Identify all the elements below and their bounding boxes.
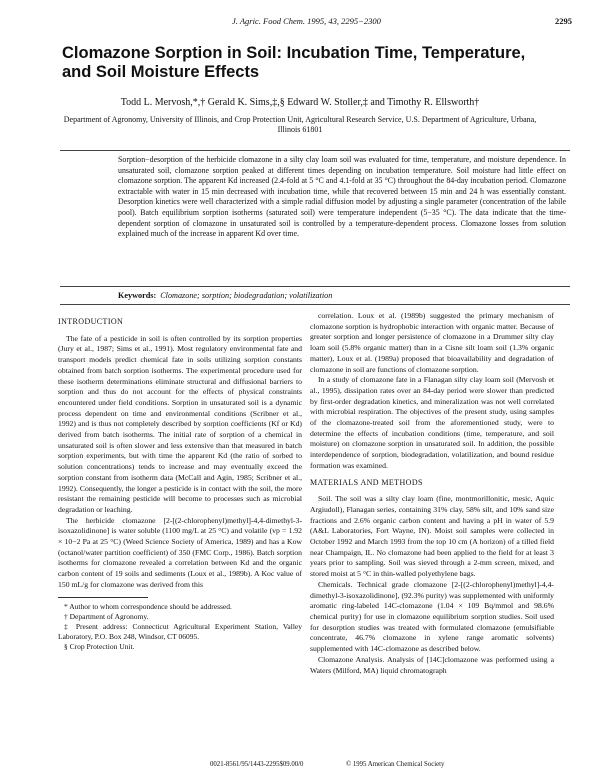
page-number: 2295: [555, 16, 572, 26]
keywords-label: Keywords:: [118, 291, 157, 300]
intro-paragraph-4: In a study of clomazone fate in a Flanagan silty clay loam soil (Mervosh et al., 1995), dissipation rates over an 84-day period were slower than predicted by first-order degradation kinetics, and mineralization was not well correlated with microbial respiration. The objectives of the present study, using samples of the clomazone-treated soil from the aforementioned study, were to determine the effects of incubation conditions (time, temperature, and soil moisture) on clomazone sorption in unsaturated soil. In addition, the possible interdependence of sorption, biodegradation, volatilization, and bound residue formation was examined.: [310, 375, 554, 470]
issn-code: 0021-8561/95/1443-2295$09.00/0: [210, 761, 304, 768]
affiliation: Department of Agronomy, University of Illinois, and Crop Protection Unit, Agricultural Research Service, U.S. Department of Agriculture, Urbana, Illinois 61801: [63, 115, 537, 134]
methods-analysis: Clomazone Analysis. Analysis of [14C]clomazone was performed using a Waters (Milford, MA) liquid chromatograph: [310, 654, 554, 675]
methods-chemicals: Chemicals. Technical grade clomazone [2-[(2-chlorophenyl)methyl]-4,4-dimethyl-3-isoxazolidinone], (92.3% purity) was supplemented with uniformly aromatic ring-labeled 14C-clomazone (1.04 × 109 Bq/mmol and 98.6% chemical purity) for use in clomazone equilibrium sorption studies. Soil used for desorption studies was treated with formulated clomazone (emulsifiable concentrate, 46.7% clomazone in xylene range aromatic solvents) supplemented with 14C-clomazone as described below.: [310, 579, 554, 654]
running-header: [0, 16, 600, 30]
article-title: Clomazone Sorption in Soil: Incubation Time, Temperature, and Soil Moisture Effects: [62, 44, 526, 81]
footnotes: [58, 602, 302, 652]
keywords-text: Clomazone; sorption; biodegradation; volatilization: [160, 291, 333, 300]
footnote-rule: [58, 597, 148, 598]
left-column: [58, 311, 302, 652]
methods-soil: Soil. The soil was a silty clay loam (fine, montmorillonitic, mesic, Aquic Argiudoll), Flanagan series, containing 31% clay, 58% silt, and 10% sand size fractions and 2.6% organic carbon content and having a pH in water of 5.9 (A&L Laboratories, Fort Wayne, IN). Moist soil samples were collected in October 1992 and March 1993 from the top 10 cm (A horizon) of a tilled field near Champaign, IL. No clomazone had been applied to the field for at least 3 years prior to sampling. Soil was sieved through a 2-mm screen, mixed, and stored moist at 5 °C in thin-walled polyethylene bags.: [310, 494, 554, 579]
footnote-correspondence: * Author to whom correspondence should be addressed.: [64, 601, 232, 611]
intro-paragraph-3: correlation. Loux et al. (1989b) suggested the primary mechanism of clomazone sorption is hydrophobic interaction with organic matter. Because of greater sorption and longer persistence of clomazone in a Drummer silty clay loam soil (5.8% organic matter) than in a Cisne silt loam soil (1.3% organic matter), Loux et al. (1989a) proposed that bioavailability and degradation of clomazone in soil are functions of clomazone sorption.: [310, 311, 554, 374]
intro-paragraph-2: The herbicide clomazone [2-[(2-chlorophenyl)methyl]-4,4-dimethyl-3-isoxazolidinone] is water soluble (1100 mg/L at 25 °C) and volatile (vp = 1.92 × 10−2 Pa at 25 °C) (Weed Science Society of America, 1989) and has a Kow (octanol/water partition coefficient) of 350 (FMC Corp., 1986). Batch sorption isotherms for clomazone revealed a correlation between Kd and the organic carbon content of 19 soils and sediments (Loux et al., 1989b). A Koc value of 150 mL/g for clomazone was derived from this: [58, 515, 302, 589]
abstract-bottom-rule: [60, 286, 570, 287]
footnote-agronomy: † Department of Agronomy.: [64, 611, 149, 621]
intro-paragraph-1: The fate of a pesticide in soil is often controlled by its sorption properties (Jury et al., 1987; Sims et al., 1991). Most regulatory environmental fate and transport models predict chemical fate in soils utilizing sorption constants obtained from batch sorption isotherms. The experimental procedure used for these isotherm determinations eliminate structural and diffusional barriers to sorption and thus do not account for the effects of physical constraints encountered under field conditions. Sorption in unsaturated soil is a dynamic process dependent on time and environmental conditions (Scribner et al., 1992) and is thus not completely described by sorption coefficients (Kf or Kd) derived from batch isotherms. The initial rate of sorption of a chemical in unsaturated soil is often slower and less extensive than that measured in batch sorption experiments, but with time the apparent Kd (the ratio of sorbed to solution concentrations) tends to increase and may eventually exceed the sorption constant from isotherm data (McCall and Agin, 1985; Scribner et al., 1992). Consequently, the longer a pesticide is in contact with the soil, the more resistant the remaining pesticide will become to processes such as microbial degradation or leaching.: [58, 333, 302, 514]
abstract-top-rule: [60, 150, 570, 151]
section-heading-introduction: INTRODUCTION: [58, 317, 124, 326]
footnote-present-address: ‡ Present address: Connecticut Agricultural Experiment Station, Valley Laboratory, P.O. Box 248, Windsor, CT 06095.: [58, 621, 302, 641]
journal-citation: J. Agric. Food Chem. 1995, 43, 2295−2300: [232, 16, 381, 26]
author-list: Todd L. Mervosh,*,† Gerald K. Sims,‡,§ Edward W. Stoller,‡ and Timothy R. Ellsworth†: [120, 97, 480, 108]
copyright: © 1995 American Chemical Society: [346, 761, 445, 768]
keywords-rule: [60, 304, 570, 305]
keywords: [118, 291, 332, 300]
right-column: [310, 311, 554, 676]
abstract: Sorption−desorption of the herbicide clomazone in a silty clay loam soil was evaluated for time, temperature, and moisture dependence. In unsaturated soil, clomazone sorption peaked at different times depending on incubation temperature. Soil moisture had little effect on clomazone sorption. The apparent Kd increased (2.4-fold at 5 °C and 4.1-fold at 35 °C) throughout the 84-day incubation period. Clomazone extractable with water in 15 min decreased with incubation time, while that recovered between 15 min and 24 h was essentially constant. Desorption kinetics were well characterized with a simple radial diffusion model by adjusting a single parameter (concentration of the labile pool). Batch equilibrium sorption isotherms (saturated soil) were temperature independent (5−35 °C). The data indicate that the time-dependent sorption of clomazone in unsaturated soil is controlled by a temperature-dependent process. Clomazone losses from solution explained much of the increase in apparent Kd over time.: [118, 155, 566, 239]
footnote-crop-protection: § Crop Protection Unit.: [64, 641, 135, 651]
section-heading-methods: MATERIALS AND METHODS: [310, 477, 423, 487]
